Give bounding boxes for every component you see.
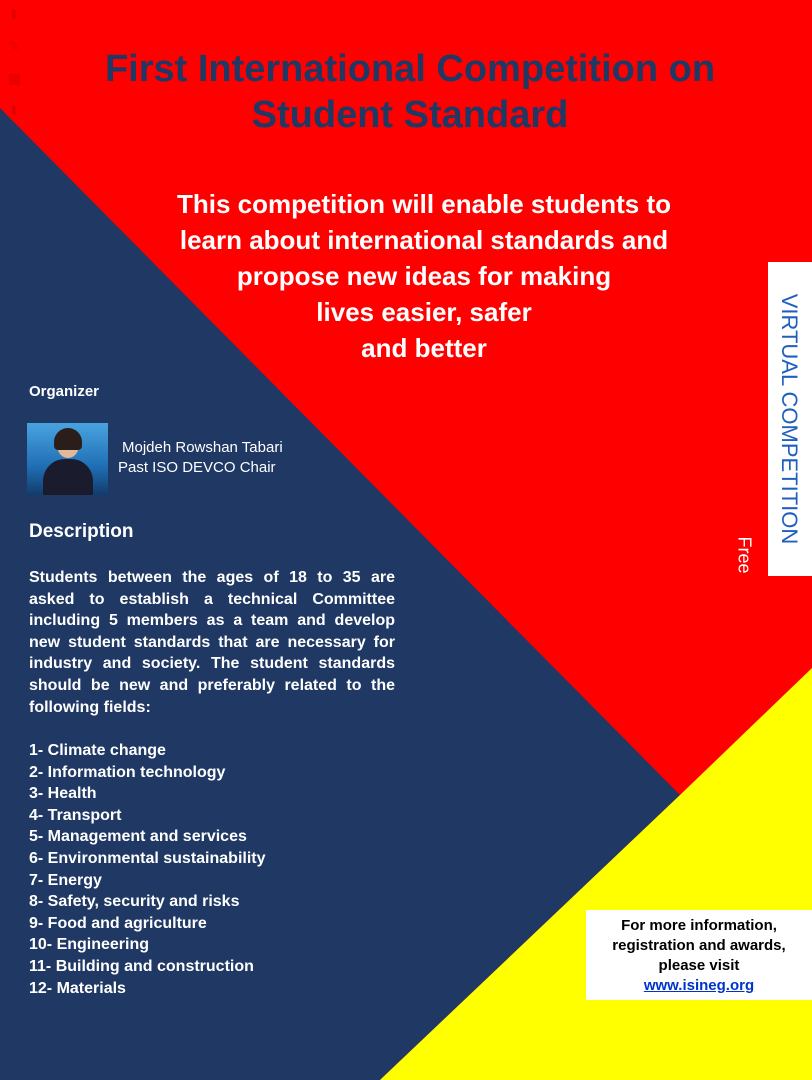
info-box xyxy=(586,910,812,1000)
list-item: 12- Materials xyxy=(29,979,126,997)
tagline-line: propose new ideas for making xyxy=(236,261,612,291)
list-item: 4- Transport xyxy=(29,806,122,824)
side-toolbar xyxy=(8,6,30,134)
info-line: registration and awards, xyxy=(612,937,786,954)
list-item: 10- Engineering xyxy=(29,936,150,954)
description-heading: Description xyxy=(29,521,134,542)
list-item: 3- Health xyxy=(29,785,97,803)
list-item: 8- Safety, security and risks xyxy=(29,893,240,911)
list-item: 5- Management and services xyxy=(29,828,247,846)
list-item: 1- Climate change xyxy=(29,742,166,759)
website-link[interactable]: www.isineg.org xyxy=(643,977,755,994)
tagline-line: lives easier, safer xyxy=(316,297,532,327)
tagline-line: This competition will enable students to xyxy=(176,189,672,219)
pencil-icon: ✎ xyxy=(8,38,20,54)
arrow-up-icon: ⬆ xyxy=(8,6,20,22)
organizer-role: Past ISO DEVCO Chair xyxy=(118,459,276,476)
organizer-name: Mojdeh Rowshan Tabari xyxy=(122,439,283,456)
virtual-competition-label: VIRTUAL COMPETITION xyxy=(777,293,802,545)
list-item: 11- Building and construction xyxy=(29,957,254,975)
avatar xyxy=(27,423,108,495)
list-item: 7- Energy xyxy=(29,871,102,889)
fields-list xyxy=(29,740,266,999)
list-item: 9- Food and agriculture xyxy=(29,914,207,932)
poster-title: First International Competition on Student Standard xyxy=(104,48,716,136)
list-item: 6- Environmental sustainability xyxy=(29,849,266,867)
info-line: For more information, xyxy=(621,917,777,934)
description-body: Students between the ages of 18 to 35 are asked to establish a technical Committee including 5 members as a team and develop new student standards that are necessary for industry and society. The student standards should be new and preferably related to the following fields: xyxy=(29,569,395,716)
free-label: Free xyxy=(734,536,755,574)
grid-icon: ▦ xyxy=(8,70,22,86)
organizer-label: Organizer xyxy=(29,383,100,400)
list-item: 2- Information technology xyxy=(29,763,226,781)
tagline-line: and better xyxy=(361,333,487,363)
arrow-down-icon: ⬇ xyxy=(8,102,20,118)
tagline-line: learn about international standards and xyxy=(179,225,669,255)
tagline xyxy=(120,186,728,366)
info-line: please visit xyxy=(658,957,740,974)
